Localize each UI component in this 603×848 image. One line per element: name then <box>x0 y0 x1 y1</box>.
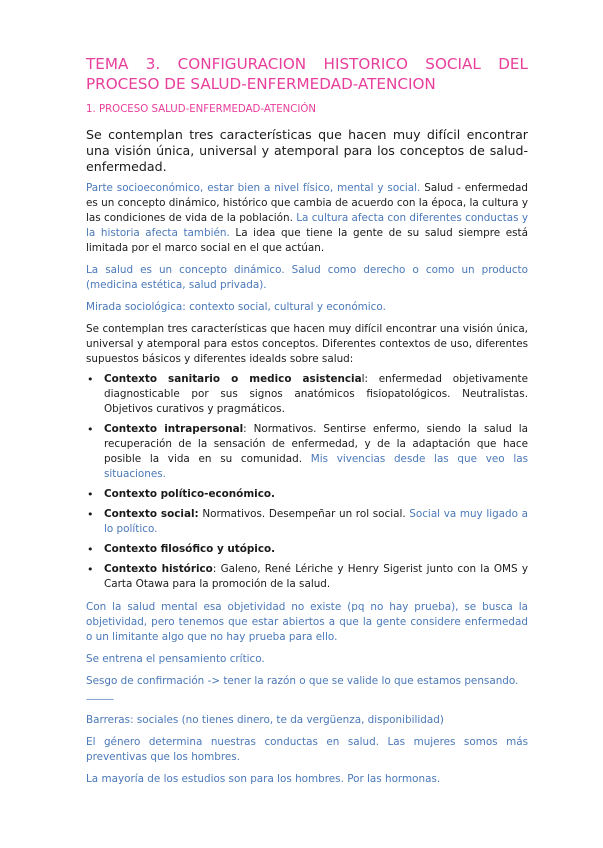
document-body <box>86 54 528 787</box>
list-item <box>86 422 528 482</box>
list-item-note: Social va muy ligado a lo político. <box>104 508 528 535</box>
paragraph-7: Sesgo de confirmación -> tener la razón o que se valide lo que estamos pensando. <box>86 675 519 687</box>
bullet-icon: • <box>87 373 94 386</box>
list-item <box>86 372 528 417</box>
separator-line: ——— <box>86 694 113 705</box>
section-heading: 1. PROCESO SALUD-ENFERMEDAD-ATENCIÓN <box>86 104 317 115</box>
paragraph-10: La mayoría de los estudios son para los hombres. Por las hormonas. <box>86 773 441 785</box>
title-line-2: PROCESO DE SALUD-ENFERMEDAD-ATENCION <box>86 75 436 93</box>
list-item-bold: Contexto histórico <box>104 563 213 575</box>
list-item <box>86 507 528 537</box>
paragraph-9: El género determina nuestras conductas en salud. Las mujeres somos más preventivas que los hombres. <box>86 736 528 763</box>
bullet-icon: • <box>87 508 94 521</box>
list-item-text: : Galeno, René Lériche y Henry Sigerist junto con la OMS y Carta Otawa para la promoción de la salud. <box>104 563 528 590</box>
bullet-icon: • <box>87 563 94 576</box>
list-item-text: l: enfermedad objetivamente diagnosticable por sus signos anatómicos fisiopatológicos. Neutralistas. Objetivos curativos y pragmáticos. <box>104 373 528 415</box>
note-socioeconomico: Parte socioeconómico, estar bien a nivel físico, mental y social. <box>86 182 421 194</box>
list-item-bold: Contexto político-económico. <box>104 488 275 500</box>
paragraph-1 <box>86 181 528 256</box>
list-item <box>86 562 528 592</box>
paragraph-6: Se entrena el pensamiento crítico. <box>86 653 265 665</box>
list-item <box>86 487 528 502</box>
list-item-bold: Contexto filosófico y utópico. <box>104 543 276 555</box>
note-cultura: La cultura afecta con diferentes conductas y la historia afecta también. <box>86 212 528 239</box>
paragraph-2: La salud es un concepto dinámico. Salud como derecho o como un producto (medicina estética, salud privada). <box>86 264 528 291</box>
bullet-icon: • <box>87 488 94 501</box>
list-item-bold: Contexto sanitario o medico asistencia <box>104 373 362 385</box>
bullet-icon: • <box>87 423 94 436</box>
list-item-bold: Contexto social: <box>104 508 199 520</box>
list-item <box>86 542 528 557</box>
title-line-1: TEMA 3. CONFIGURACION HISTORICO SOCIAL DEL <box>86 55 528 73</box>
lead-paragraph: Se contemplan tres características que hacen muy difícil encontrar una visión única, universal y atemporal para los conceptos de salud-enfermedad. <box>86 127 528 174</box>
context-list <box>86 372 528 592</box>
paragraph-5: Con la salud mental esa objetividad no existe (pq no hay prueba), se busca la objetividad, pero tenemos que estar abiertos a que la gente considere enfermedad o un limitante algo que no hay prueba para ello. <box>86 601 528 643</box>
page-title <box>86 54 528 94</box>
list-item-text: : Normativos. Sentirse enfermo, siendo la salud la recuperación de la sensación de enfermedad, y de la adaptación que hace posible la vida en su comunidad. <box>104 423 528 465</box>
text-marco-social: La idea que tiene la gente de su salud siempre está limitada por el marco social en el que actúan. <box>86 227 528 254</box>
paragraph-8: Barreras: sociales (no tienes dinero, te da vergüenza, disponibilidad) <box>86 714 444 726</box>
bullet-icon: • <box>87 543 94 556</box>
list-item-note: Mis vivencias desde las que veo las situaciones. <box>104 453 528 480</box>
paragraph-3: Mirada sociológica: contexto social, cultural y económico. <box>86 301 386 313</box>
list-item-bold: Contexto intrapersonal <box>104 423 244 435</box>
text-salud-dinamico: Salud - enfermedad es un concepto dinámico, histórico que cambia de acuerdo con la época, la cultura y las condiciones de vida de la población. <box>86 182 528 224</box>
list-item-text: Normativos. Desempeñar un rol social. <box>198 508 406 520</box>
paragraph-4: Se contemplan tres características que hacen muy difícil encontrar una visión única, universal y atemporal para estos conceptos. Diferentes contextos de uso, diferentes supuestos básicos y diferentes idealds sobre salud: <box>86 323 528 365</box>
